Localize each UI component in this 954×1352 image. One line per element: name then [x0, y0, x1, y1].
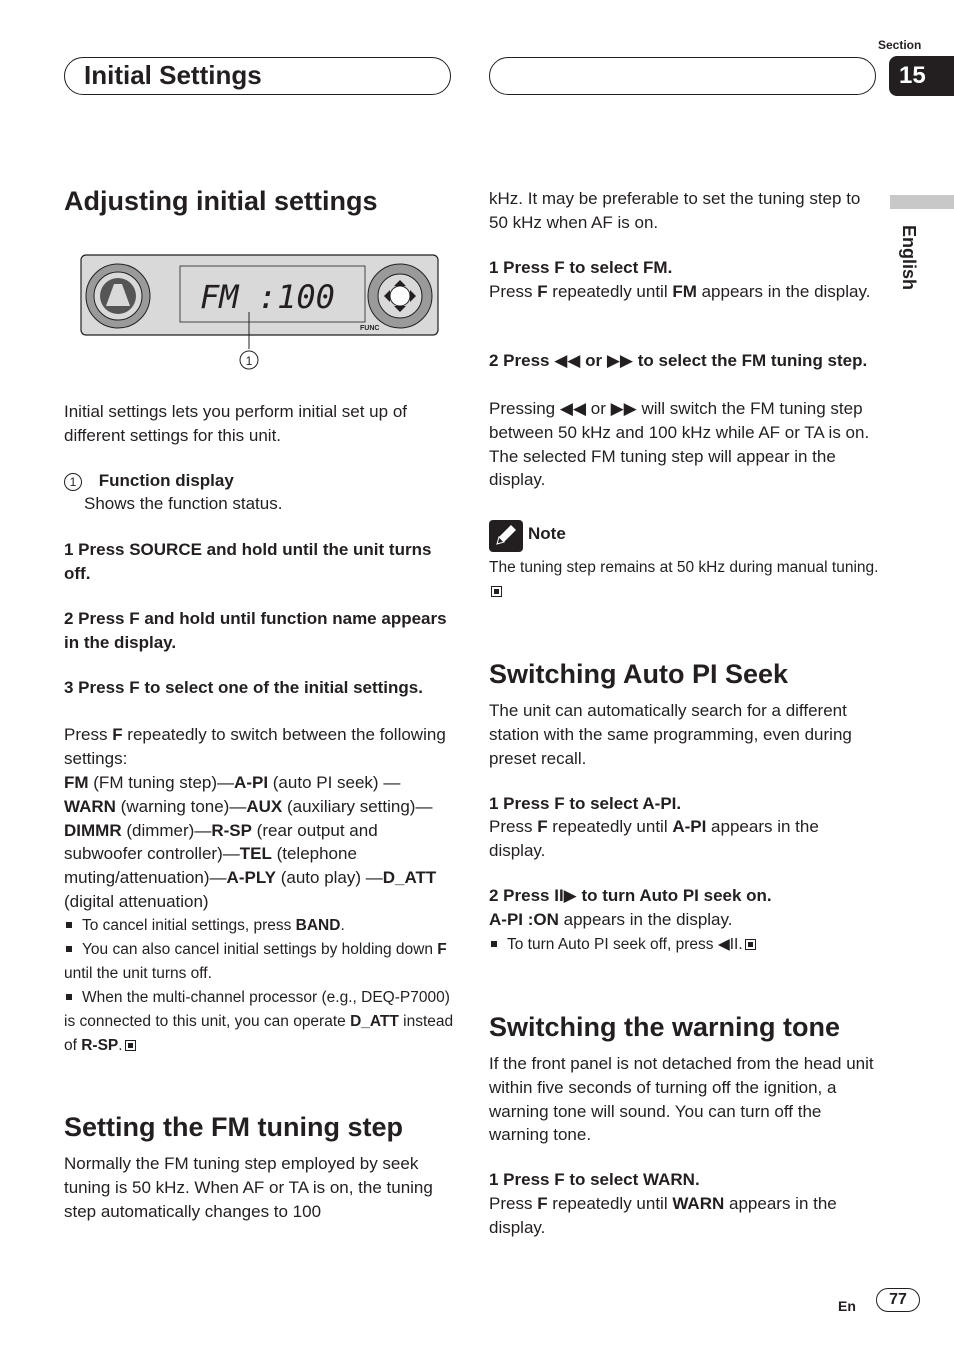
language-tab — [890, 195, 954, 209]
callout-item-desc: Shows the function status. — [84, 494, 283, 513]
step-2: 2 Press F and hold until function name appears in the display. — [64, 609, 447, 652]
pi-step-2-body: A-PI :ON appears in the display. — [489, 910, 733, 929]
pi-step-1: 1 Press F to select A-PI. — [489, 794, 682, 813]
settings-list: FM (FM tuning step)—A-PI (auto PI seek) —WARN (warning tone)—AUX (auxiliary setting)—DIMMR (dimmer)—R-SP (rear output and subwoofer controller)—TEL (telephone muting/attenuation)—A-PLY (auto play) —D_ATT (digital attenuation) — [64, 773, 437, 911]
callout-number: 1 — [245, 354, 253, 368]
end-mark-icon — [745, 939, 756, 950]
end-mark-icon — [125, 1040, 136, 1051]
fm-step-2: 2 Press ◀◀ or ▶▶ to select the FM tuning step. — [489, 351, 868, 370]
bullet-cancel: To cancel initial settings, press BAND. — [64, 914, 454, 938]
page-title: Initial Settings — [84, 60, 262, 90]
warn-step-1: 1 Press F to select WARN. — [489, 1170, 700, 1189]
note-text: The tuning step remains at 50 kHz during manual tuning. — [489, 556, 884, 604]
lcd-text: FM :100 — [200, 278, 335, 316]
callout-item-title: Function display — [98, 471, 234, 490]
pi-step-2: 2 Press II▶ to turn Auto PI seek on. — [489, 886, 772, 905]
pi-intro: The unit can automatically search for a different station with the same programming, even during preset recall. — [489, 701, 852, 768]
heading-fm-tuning-step: Setting the FM tuning step — [64, 1112, 403, 1142]
callout-item — [64, 469, 454, 493]
header-pill-right — [489, 57, 876, 95]
pi-bullet: To turn Auto PI seek off, press ◀II. — [489, 933, 879, 957]
heading-warning-tone: Switching the warning tone — [489, 1012, 840, 1042]
step-1: 1 Press SOURCE and hold until the unit turns off. — [64, 540, 432, 583]
func-label: FUNC — [360, 325, 380, 332]
right-dial-icon — [368, 264, 432, 328]
warn-intro: If the front panel is not detached from the head unit within five seconds of turning off the ignition, a warning tone will sound. You can turn off the warning tone. — [489, 1054, 874, 1145]
end-mark-icon — [491, 586, 502, 597]
step-3-body: Press F repeatedly to switch between the following settings: — [64, 725, 446, 768]
section-number: 15 — [889, 56, 954, 96]
footer-language: En — [838, 1298, 856, 1314]
language-label: English — [899, 225, 919, 291]
fm-step-1-body: Press F repeatedly until FM appears in the display. — [489, 282, 871, 301]
fm-intro-cont: kHz. It may be preferable to set the tuning step to 50 kHz when AF is on. — [489, 189, 861, 232]
note-pencil-icon — [489, 520, 523, 552]
note-label: Note — [528, 524, 566, 543]
bullet-hold: You can also cancel initial settings by holding down F until the unit turns off. — [64, 941, 447, 982]
head-unit-display-illustration — [80, 254, 440, 374]
fm-step-2-body: Pressing ◀◀ or ▶▶ will switch the FM tuning step between 50 kHz and 100 kHz while AF or TA is on. The selected FM tuning step will appear in the display. — [489, 399, 870, 490]
warn-step-1-body: Press F repeatedly until WARN appears in the display. — [489, 1194, 837, 1237]
heading-adjusting-initial-settings: Adjusting initial settings — [64, 186, 378, 216]
step-3: 3 Press F to select one of the initial settings. — [64, 678, 423, 697]
callout-item-number: 1 — [64, 473, 82, 491]
fm-intro: Normally the FM tuning step employed by seek tuning is 50 kHz. When AF or TA is on, the tuning step automatically changes to 100 — [64, 1154, 433, 1221]
pi-step-1-body: Press F repeatedly until A-PI appears in the display. — [489, 817, 819, 860]
bullet-processor: When the multi-channel processor (e.g., DEQ-P7000) is connected to this unit, you can operate D_ATT instead of R-SP. — [64, 989, 454, 1054]
section-label: Section — [878, 38, 922, 52]
heading-auto-pi-seek: Switching Auto PI Seek — [489, 659, 789, 689]
page-number: 77 — [876, 1288, 920, 1312]
intro-paragraph: Initial settings lets you perform initial set up of different settings for this unit. — [64, 402, 407, 445]
fm-step-1: 1 Press F to select FM. — [489, 258, 673, 277]
left-dial-icon — [86, 264, 150, 328]
